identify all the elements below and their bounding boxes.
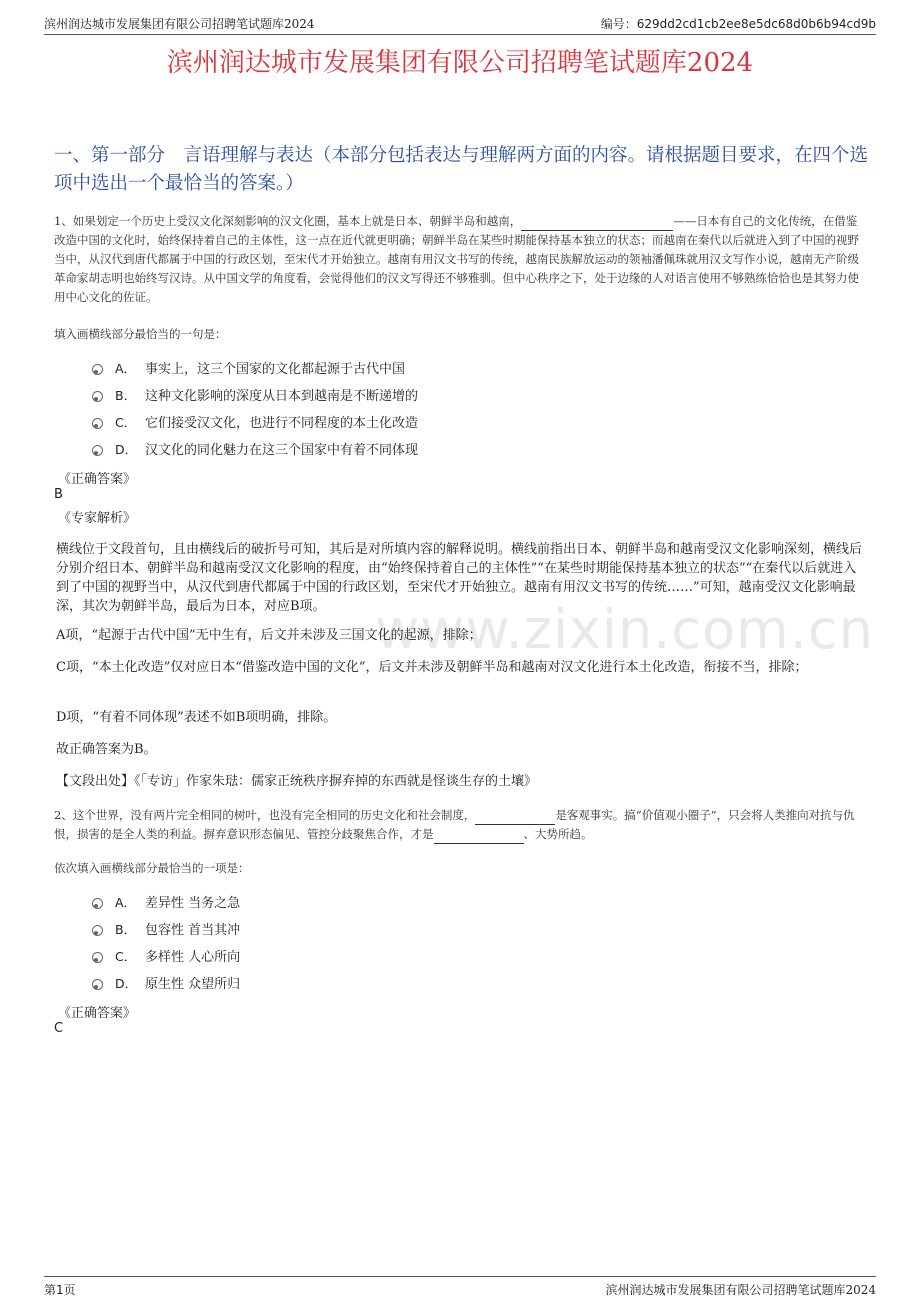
option-text: 多样性 人心所向 xyxy=(145,950,241,965)
analysis-paragraph: D项，“有着不同体现”表述不如B项明确，排除。 xyxy=(56,710,337,725)
page-value: 1 xyxy=(56,1283,64,1297)
question-1-option-a[interactable] xyxy=(92,358,405,377)
page-prefix: 第 xyxy=(44,1283,57,1297)
question-1-text-before: 1、如果划定一个历史上受汉文化深刻影响的汉文化圈，基本上就是日本、朝鲜半岛和越南， xyxy=(54,214,522,228)
question-1-analysis-label: 《专家解析》 xyxy=(58,511,137,526)
radio-icon[interactable] xyxy=(92,391,103,402)
option-letter: D． xyxy=(115,441,138,457)
question-2-option-d[interactable] xyxy=(92,973,240,992)
option-text: 事实上，这三个国家的文化都起源于古代中国 xyxy=(145,362,406,377)
question-2-option-b[interactable] xyxy=(92,919,240,938)
question-2-option-c[interactable] xyxy=(92,946,240,965)
footer-doc-title: 滨州润达城市发展集团有限公司招聘笔试题库2024 xyxy=(605,1283,876,1297)
question-1-text xyxy=(54,212,866,307)
analysis-paragraph: 故正确答案为B。 xyxy=(56,742,157,757)
question-1-prompt: 填入画横线部分最恰当的一句是： xyxy=(54,327,227,341)
question-1-option-d[interactable] xyxy=(92,439,418,458)
option-letter: C． xyxy=(115,948,137,964)
question-1-text-after: ——日本有自己的文化传统，在借鉴改造中国的文化时，始终保持着自己的主体性，这一点在近代就更明确；朝鲜半岛在某些时期能保持基本独立的状态；而越南在秦代以后就进入到了中国的视野当中，从汉代到唐代都属于中国的行政区划，至宋代才开始独立。越南有用汉文书写的传统，越南民族解放运动的领袖潘佩珠就用汉文写作小说，越南无产阶级革命家胡志明也始终写汉诗。从中国文学的角度看，会觉得他们的汉文写得还不够雅驯。但中心秩序之下，处于边缘的人对语言使用不够熟练恰恰也是其努力使用中心文化的佐证。 xyxy=(54,214,859,304)
question-2-blank-2 xyxy=(434,829,524,844)
question-2-prompt: 依次填入画横线部分最恰当的一项是： xyxy=(54,861,250,875)
page-header xyxy=(44,12,876,35)
page-suffix: 页 xyxy=(63,1283,76,1297)
question-1-answer-label: 《正确答案》 xyxy=(58,472,137,487)
question-2-answer: C xyxy=(54,1021,64,1036)
page-number xyxy=(44,1281,76,1298)
radio-icon[interactable] xyxy=(92,445,103,456)
question-1-blank xyxy=(521,216,673,231)
radio-icon[interactable] xyxy=(92,364,103,375)
section-title: 一、第一部分 言语理解与表达（本部分包括表达与理解两方面的内容。请根据题目要求，在四个选项中选出一个最恰当的答案。） xyxy=(54,145,869,194)
question-2-blank-1 xyxy=(475,810,555,825)
option-text: 汉文化的同化魅力在这三个国家中有着不同体现 xyxy=(145,443,419,458)
header-doc-code xyxy=(601,15,876,32)
radio-icon[interactable] xyxy=(92,952,103,963)
question-2-answer-label: 《正确答案》 xyxy=(58,1006,137,1021)
option-letter: A． xyxy=(115,894,137,910)
analysis-paragraph: A项，“起源于古代中国”无中生有，后文并未涉及三国文化的起源，排除； xyxy=(56,628,482,643)
question-2-text-part: 、大势所趋。 xyxy=(523,827,593,841)
watermark: www.zixin.com.cn xyxy=(375,598,874,661)
question-1-option-b[interactable] xyxy=(92,385,418,404)
option-text: 原生性 众望所归 xyxy=(145,977,241,992)
radio-icon[interactable] xyxy=(92,898,103,909)
header-code-label: 编号： xyxy=(600,17,637,31)
page-footer xyxy=(44,1276,876,1298)
option-letter: B． xyxy=(115,387,137,403)
radio-icon[interactable] xyxy=(92,418,103,429)
analysis-paragraph: C项，“本土化改造”仅对应日本“借鉴改造中国的文化”，后文并未涉及朝鲜半岛和越南对汉文化进行本土化改造，衔接不当，排除； xyxy=(56,660,808,675)
question-2-text xyxy=(54,806,866,844)
header-code-value: 629dd2cd1cb2ee8e5dc68d0b6b94cd9b xyxy=(636,17,876,31)
analysis-paragraph: 横线位于文段首句，且由横线后的破折号可知，其后是对所填内容的解释说明。横线前指出日本、朝鲜半岛和越南受汉文化影响深刻，横线后分别介绍日本、朝鲜半岛和越南受汉文化影响的程度，由“始终保持着自己的主体性”“在某些时期能保持基本独立的状态”“在秦代以后就进入到了中国的视野当中，从汉代到唐代都属于中国的行政区划，至宋代才开始独立。越南有用汉文书写的传统……”可知，越南受汉文化影响最深，其次为朝鲜半岛，最后为日本，对应B项。 xyxy=(56,542,863,614)
option-letter: C． xyxy=(115,414,137,430)
question-2-option-a[interactable] xyxy=(92,892,240,911)
question-2-text-part: 2、这个世界，没有两片完全相同的树叶，也没有完全相同的历史文化和社会制度， xyxy=(54,808,476,822)
question-1-option-c[interactable] xyxy=(92,412,418,431)
question-2-text-part: 是客观事实。搞“价值观小圈子”，只会将人类推向对抗与仇恨，损害的是全人类的利益。摒弃意识形态偏见、管控分歧聚焦合作，才是 xyxy=(54,808,855,841)
radio-icon[interactable] xyxy=(92,979,103,990)
option-text: 这种文化影响的深度从日本到越南是不断递增的 xyxy=(145,389,419,404)
option-text: 包容性 首当其冲 xyxy=(145,923,241,938)
source-citation: 【文段出处】《「专访」作家朱琺：儒家正统秩序摒弃掉的东西就是怪谈生存的土壤》 xyxy=(56,774,538,789)
option-text: 差异性 当务之急 xyxy=(145,896,241,911)
option-letter: D． xyxy=(115,975,138,991)
radio-icon[interactable] xyxy=(92,925,103,936)
document-title: 滨州润达城市发展集团有限公司招聘笔试题库2024 xyxy=(166,48,754,78)
option-text: 它们接受汉文化，也进行不同程度的本土化改造 xyxy=(145,416,419,431)
option-letter: B． xyxy=(115,921,137,937)
option-letter: A． xyxy=(115,360,137,376)
header-doc-title: 滨州润达城市发展集团有限公司招聘笔试题库2024 xyxy=(44,17,315,31)
question-1-answer: B xyxy=(54,487,63,502)
